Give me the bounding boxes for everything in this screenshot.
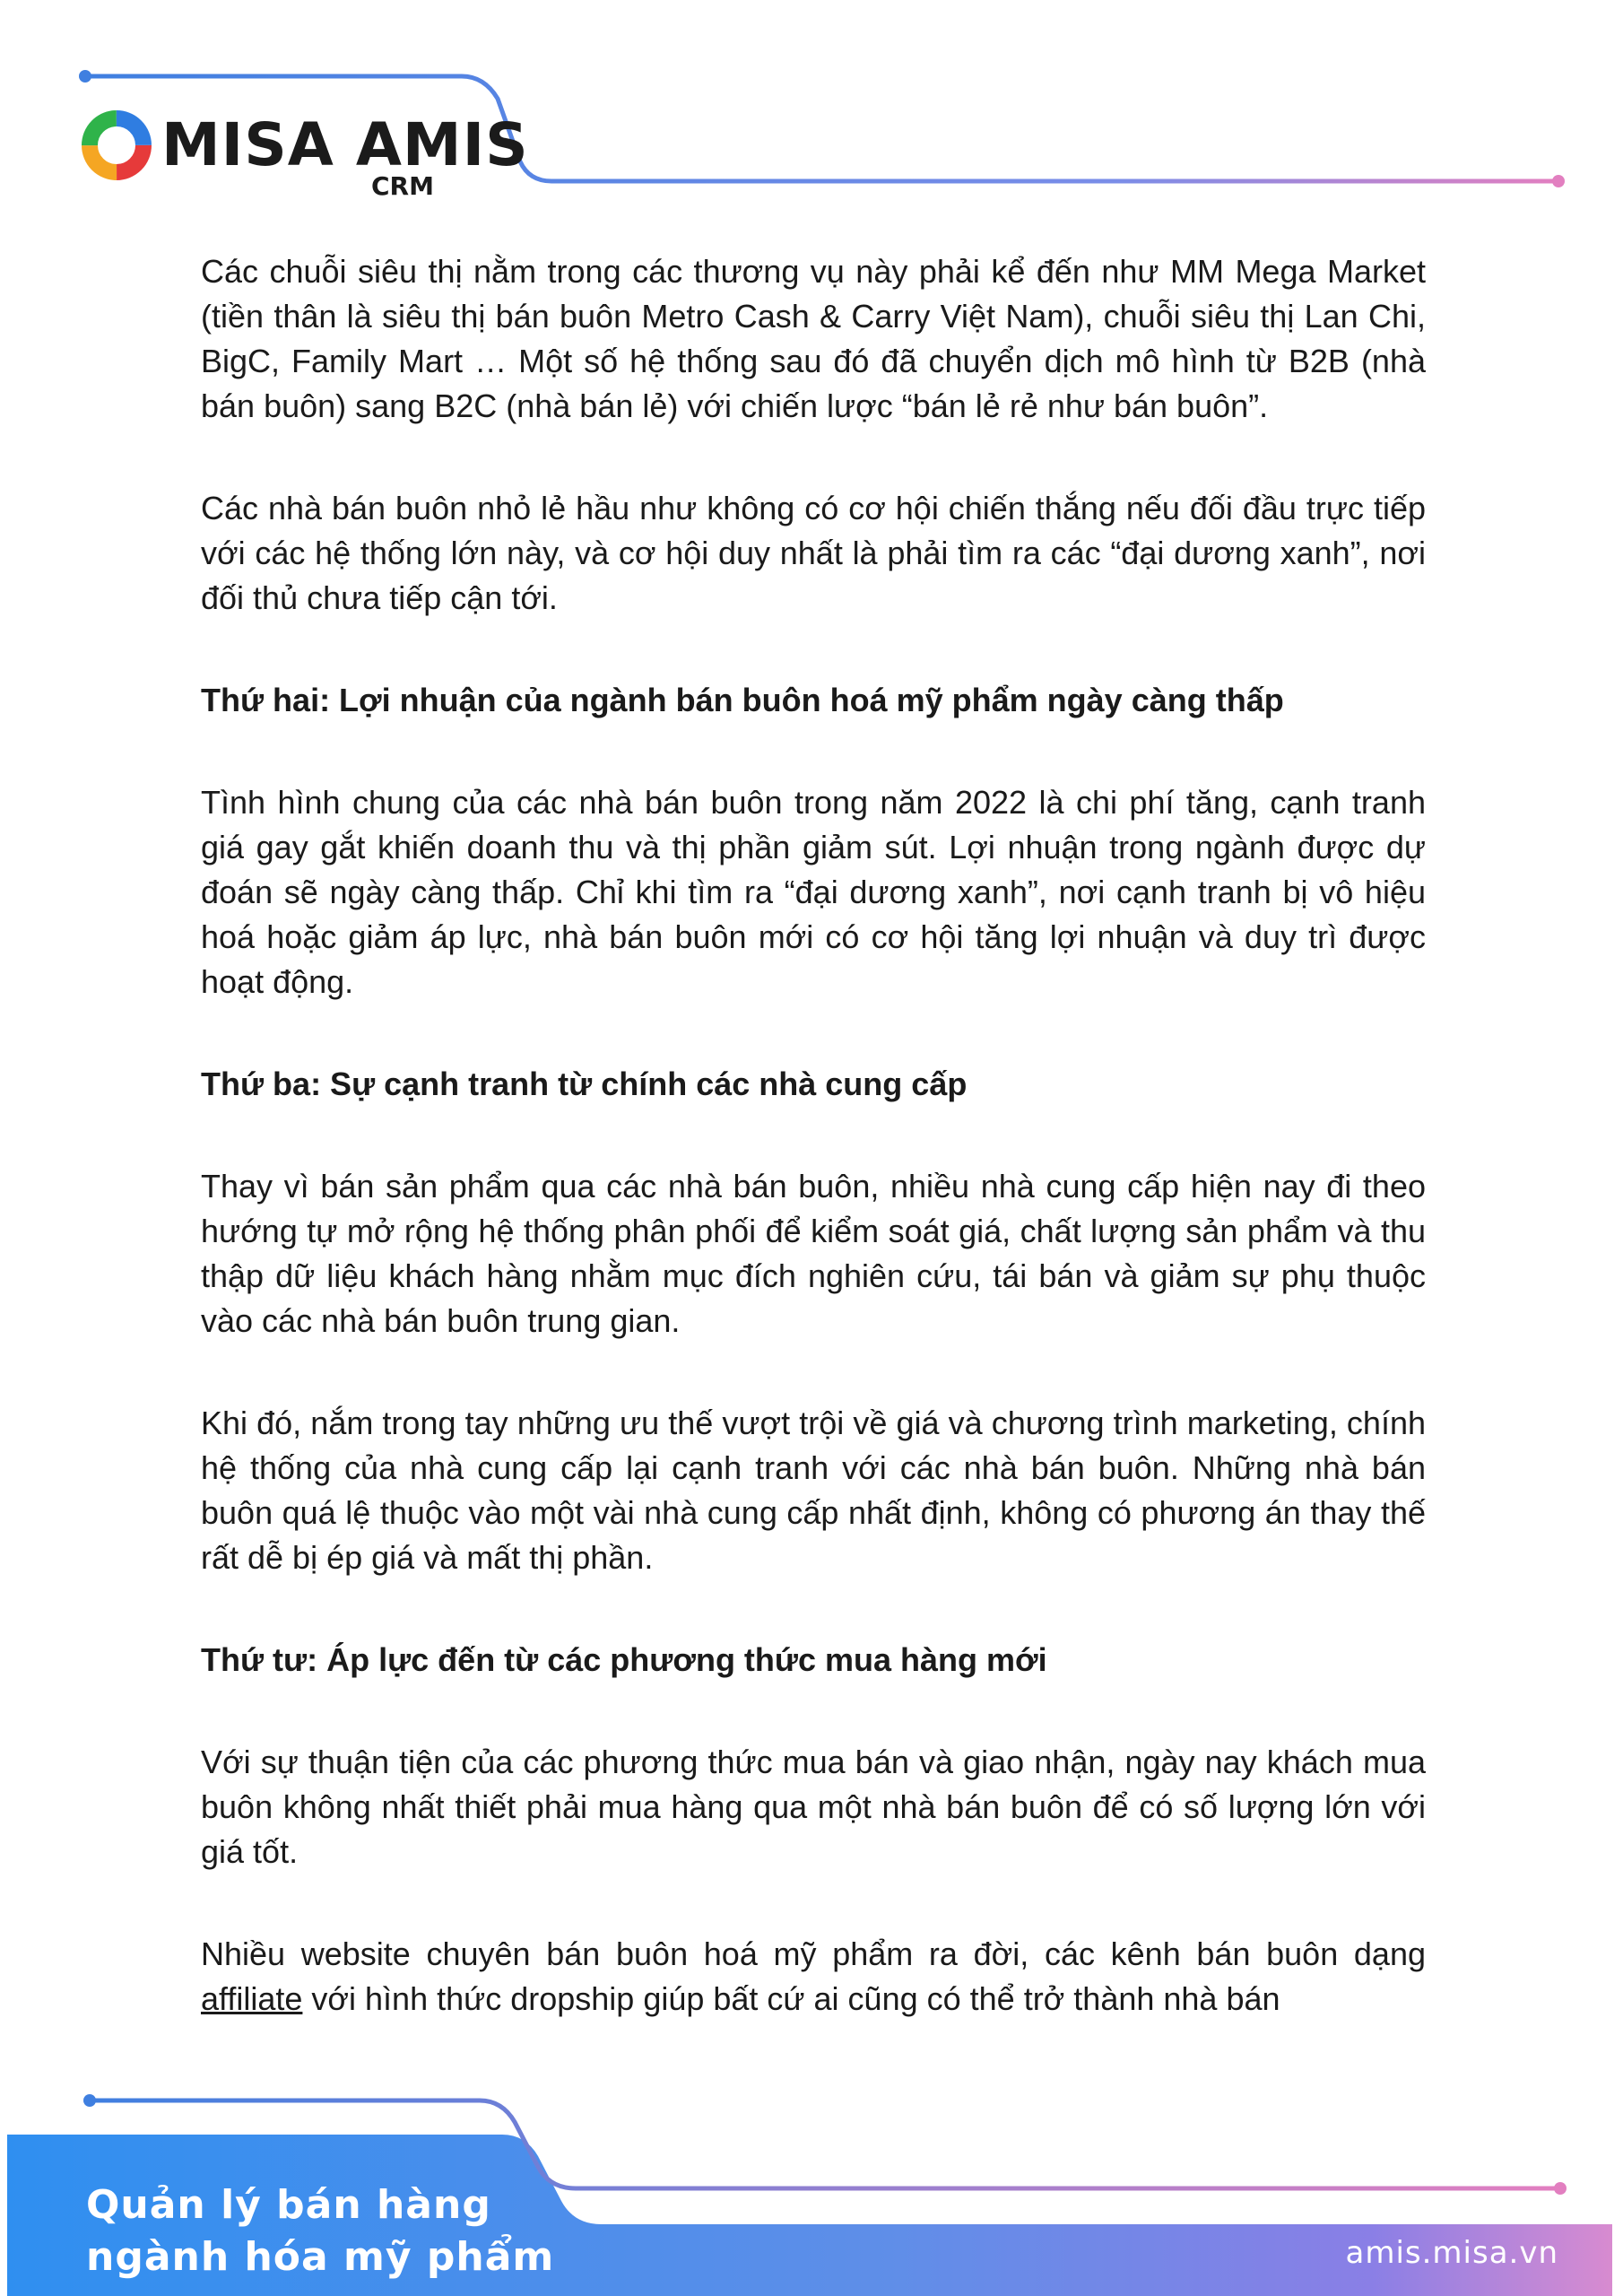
- page-footer: [0, 2090, 1623, 2296]
- paragraph-supplier-distribution: Thay vì bán sản phẩm qua các nhà bán buôn, nhiều nhà cung cấp hiện nay đi theo hướng tự mở rộng hệ thống phân phối để kiểm soát giá, chất lượng sản phẩm và thu thập dữ liệu khách hàng nhằm mục đích nghiên cứu, tái bán và giảm sự phụ thuộc vào các nhà bán buôn trung gian.: [201, 1168, 1426, 1339]
- page-header: [0, 0, 1623, 206]
- footer-slogan: [86, 2179, 554, 2283]
- paragraph-websites-affiliate: [201, 1932, 1426, 2022]
- affiliate-link[interactable]: affiliate: [201, 1980, 303, 2017]
- paragraph-small-wholesalers: Các nhà bán buôn nhỏ lẻ hầu như không có cơ hội chiến thắng nếu đối đầu trực tiếp với các hệ thống lớn này, và cơ hội duy nhất là phải tìm ra các “đại dương xanh”, nơi đối thủ chưa tiếp cận tới.: [201, 490, 1426, 616]
- document-body: [201, 249, 1426, 2079]
- slogan-line-2: ngành hóa mỹ phẩm: [86, 2234, 555, 2280]
- website-link[interactable]: amis.misa.vn: [1345, 2235, 1558, 2271]
- logo-mark-icon: [79, 108, 154, 183]
- paragraph-supplier-competition: Khi đó, nắm trong tay những ưu thế vượt trội về giá và chương trình marketing, chính hệ thống của nhà cung cấp lại cạnh tranh với các nhà bán buôn. Những nhà bán buôn quá lệ thuộc vào một vài nhà cung cấp nhất định, không có phương án thay thế rất dễ bị ép giá và mất thị phần.: [201, 1405, 1426, 1576]
- slogan-line-1: Quản lý bán hàng: [86, 2182, 491, 2228]
- brand-name: MISA AMIS: [161, 110, 529, 179]
- paragraph-text-before: Nhiều website chuyên bán buôn hoá mỹ phẩm ra đời, các kênh bán buôn dạng: [201, 1935, 1426, 1972]
- paragraph-supermarket-chains: Các chuỗi siêu thị nằm trong các thương vụ này phải kể đến như MM Mega Market (tiền thân là siêu thị bán buôn Metro Cash & Carry Việt Nam), chuỗi siêu thị Lan Chi, BigC, Family Mart … Một số hệ thống sau đó đã chuyển dịch mô hình từ B2B (nhà bán buôn) sang B2C (nhà bán lẻ) với chiến lược “bán lẻ rẻ như bán buôn”.: [201, 253, 1426, 424]
- paragraph-convenience: Với sự thuận tiện của các phương thức mua bán và giao nhận, ngày nay khách mua buôn không nhất thiết phải mua hàng qua một nhà bán buôn để có số lượng lớn với giá tốt.: [201, 1744, 1426, 1870]
- paragraph-profit-situation: Tình hình chung của các nhà bán buôn trong năm 2022 là chi phí tăng, cạnh tranh giá gay gắt khiến doanh thu và thị phần giảm sút. Lợi nhuận trong ngành được dự đoán sẽ ngày càng thấp. Chỉ khi tìm ra “đại dương xanh”, nơi cạnh tranh bị vô hiệu hoá hoặc giảm áp lực, nhà bán buôn mới có cơ hội tăng lợi nhuận và duy trì được hoạt động.: [201, 784, 1426, 1000]
- misa-amis-logo: [79, 106, 529, 204]
- heading-second-profit: Thứ hai: Lợi nhuận của ngành bán buôn hoá mỹ phẩm ngày càng thấp: [201, 682, 1284, 718]
- brand-product: CRM: [371, 171, 434, 201]
- paragraph-text-after: với hình thức dropship giúp bất cứ ai cũng có thể trở thành nhà bán: [302, 1980, 1280, 2017]
- heading-fourth-buying-methods: Thứ tư: Áp lực đến từ các phương thức mua hàng mới: [201, 1641, 1047, 1678]
- heading-third-suppliers: Thứ ba: Sự cạnh tranh từ chính các nhà cung cấp: [201, 1065, 968, 1102]
